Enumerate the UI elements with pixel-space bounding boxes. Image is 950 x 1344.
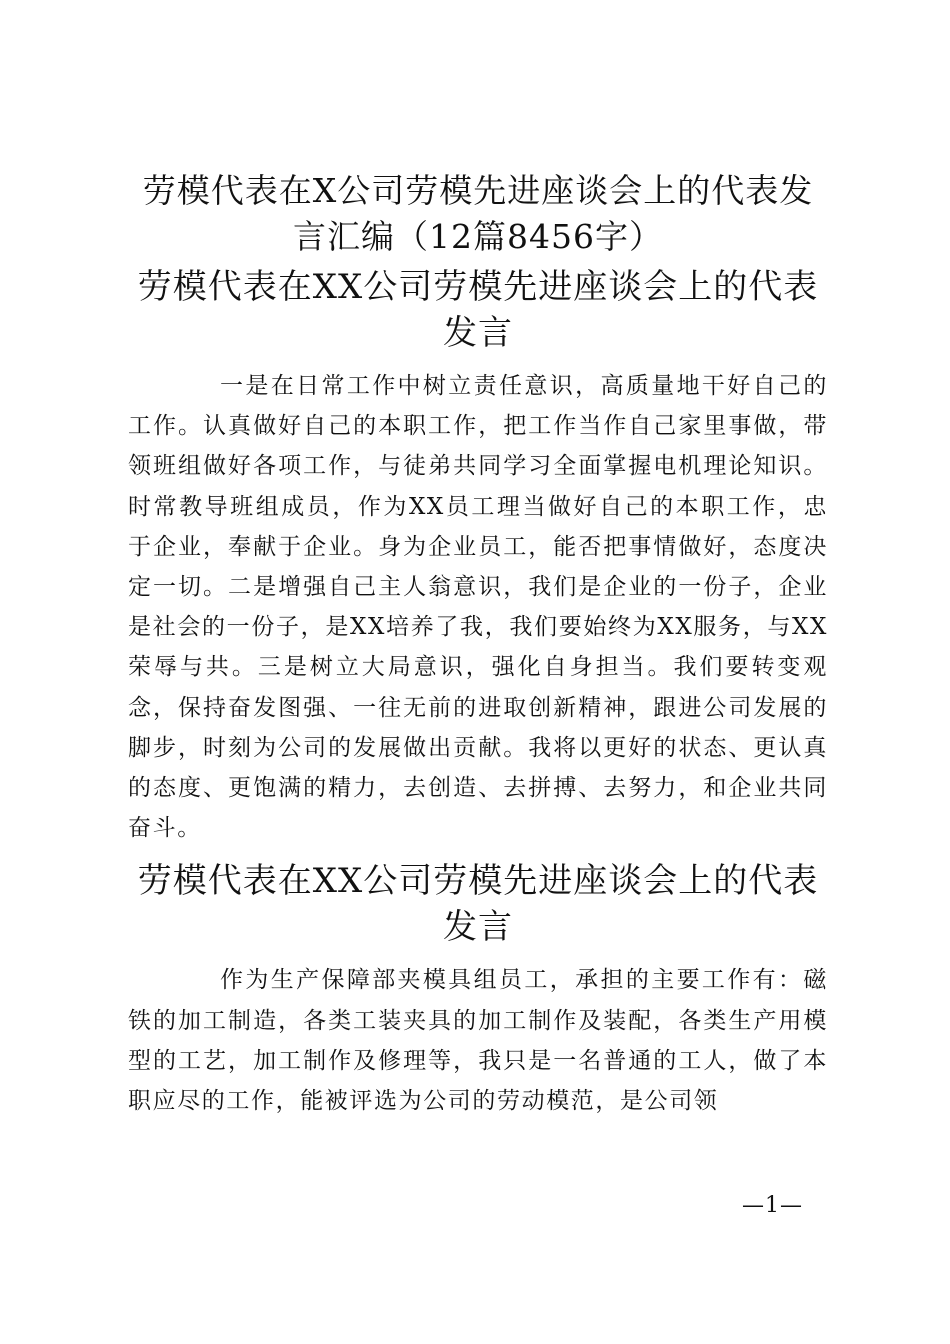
section-1-paragraph: 一是在日常工作中树立责任意识，高质量地干好自己的工作。认真做好自己的本职工作，把工作当作自己家里事做，带领班组做好各项工作，与徒弟共同学习全面掌握电机理论知识。时常教导班组成员，作为XX员工理当做好自己的本职工作，忠于企业，奉献于企业。身为企业员工，能否把事情做好，态度决定一切。二是增强自己主人翁意识，我们是企业的一份子，企业是社会的一份子，是XX培养了我，我们要始终为XX服务，与XX荣辱与共。三是树立大局意识，强化自身担当。我们要转变观念，保持奋发图强、一往无前的进取创新精神，跟进公司发展的脚步，时刻为公司的发展做出贡献。我将以更好的状态、更认真的态度、更饱满的精力，去创造、去拼搏、去努力，和企业共同奋斗。 (128, 373, 828, 842)
document-body (128, 168, 828, 1121)
section-1-title: 劳模代表在XX公司劳模先进座谈会上的代表发言 (137, 267, 819, 353)
page-number: —1— (742, 1193, 803, 1218)
document-title: 劳模代表在X公司劳模先进座谈会上的代表发言汇编（12篇8456字） (142, 171, 814, 256)
section-2-paragraph: 作为生产保障部夹模具组员工，承担的主要工作有：磁铁的加工制造，各类工装夹具的加工制作及装配，各类生产用模型的工艺，加工制作及修理等，我只是一名普通的工人，做了本职应尽的工作，能被评选为公司的劳动模范，是公司领 (128, 967, 828, 1115)
section-2-title: 劳模代表在XX公司劳模先进座谈会上的代表发言 (137, 861, 819, 948)
